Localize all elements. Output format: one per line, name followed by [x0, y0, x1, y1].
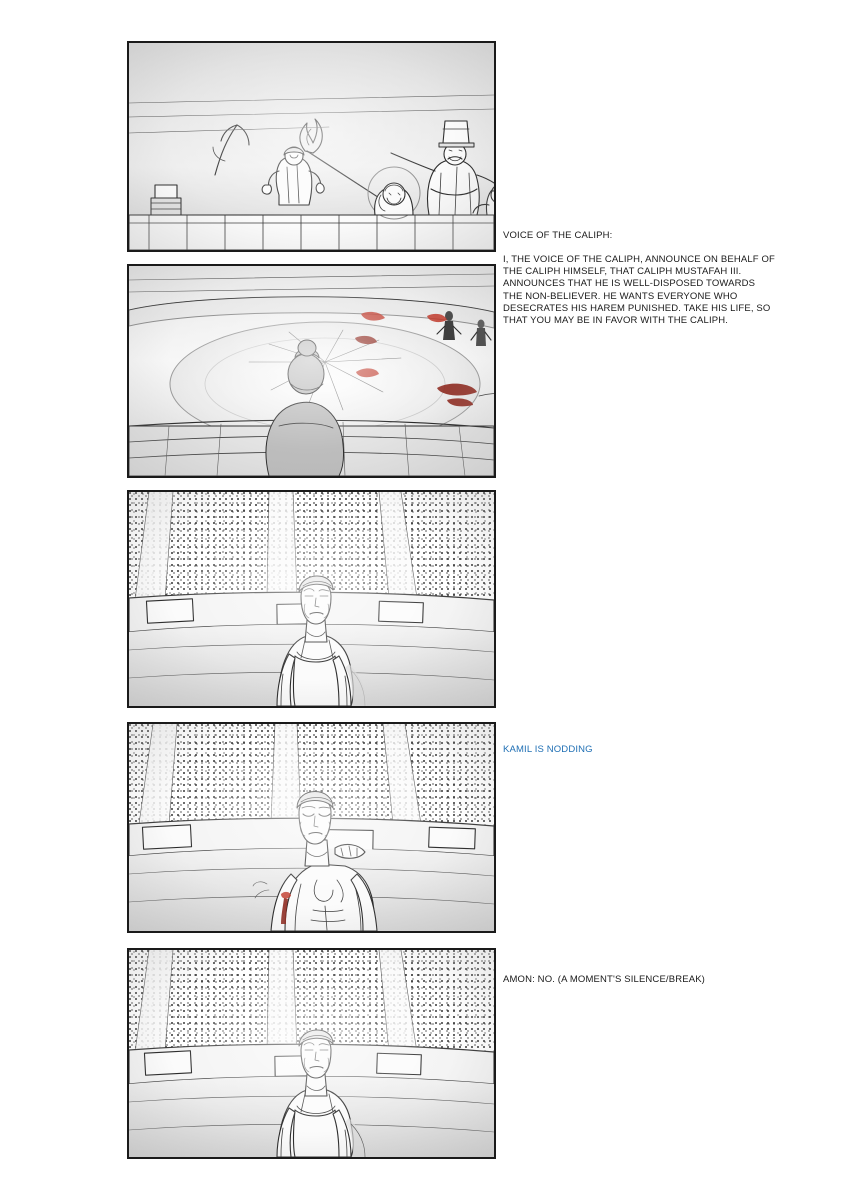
caption-kamil-is-nodding: [503, 732, 775, 768]
panel-1-vignette: [129, 43, 494, 250]
panel-2-vignette: [129, 266, 494, 476]
panel-5-artwork: [129, 950, 494, 1157]
panel-3-vignette: [129, 492, 494, 706]
caption-1-text: I, THE VOICE OF THE CALIPH, ANNOUNCE ON BEHALF OF THE CALIPH HIMSELF, THAT CALIPH MUSTAFAH III. ANNOUNCES THAT HE IS WELL-DISPOSED TOWARDS THE NON-BELIEVER. HE WANTS EVERYONE WHO DESECRATES HIS HAREM PUNISHED. TAKE HIS LIFE, SO THAT YOU MAY BE IN FAVOR WITH THE CALIPH.: [503, 254, 775, 326]
caption-voice-of-the-caliph: [503, 218, 775, 339]
caption-2-text: KAMIL IS NODDING: [503, 744, 593, 756]
panel-4-artwork: [129, 724, 494, 931]
storyboard-panel-4: [127, 722, 496, 933]
caption-1-speaker: VOICE OF THE CALIPH:: [503, 230, 613, 242]
panel-1-artwork: [129, 43, 494, 250]
panel-5-vignette: [129, 950, 494, 1157]
storyboard-panel-5: [127, 948, 496, 1159]
caption-amon-no: [503, 962, 793, 998]
storyboard-panel-3: [127, 490, 496, 708]
storyboard-panel-2: [127, 264, 496, 478]
caption-3-text: AMON: NO. (A MOMENT'S SILENCE/BREAK): [503, 974, 705, 986]
panel-3-artwork: [129, 492, 494, 706]
panel-2-artwork: [129, 266, 494, 476]
storyboard-panel-1: [127, 41, 496, 252]
panel-4-vignette: [129, 724, 494, 931]
